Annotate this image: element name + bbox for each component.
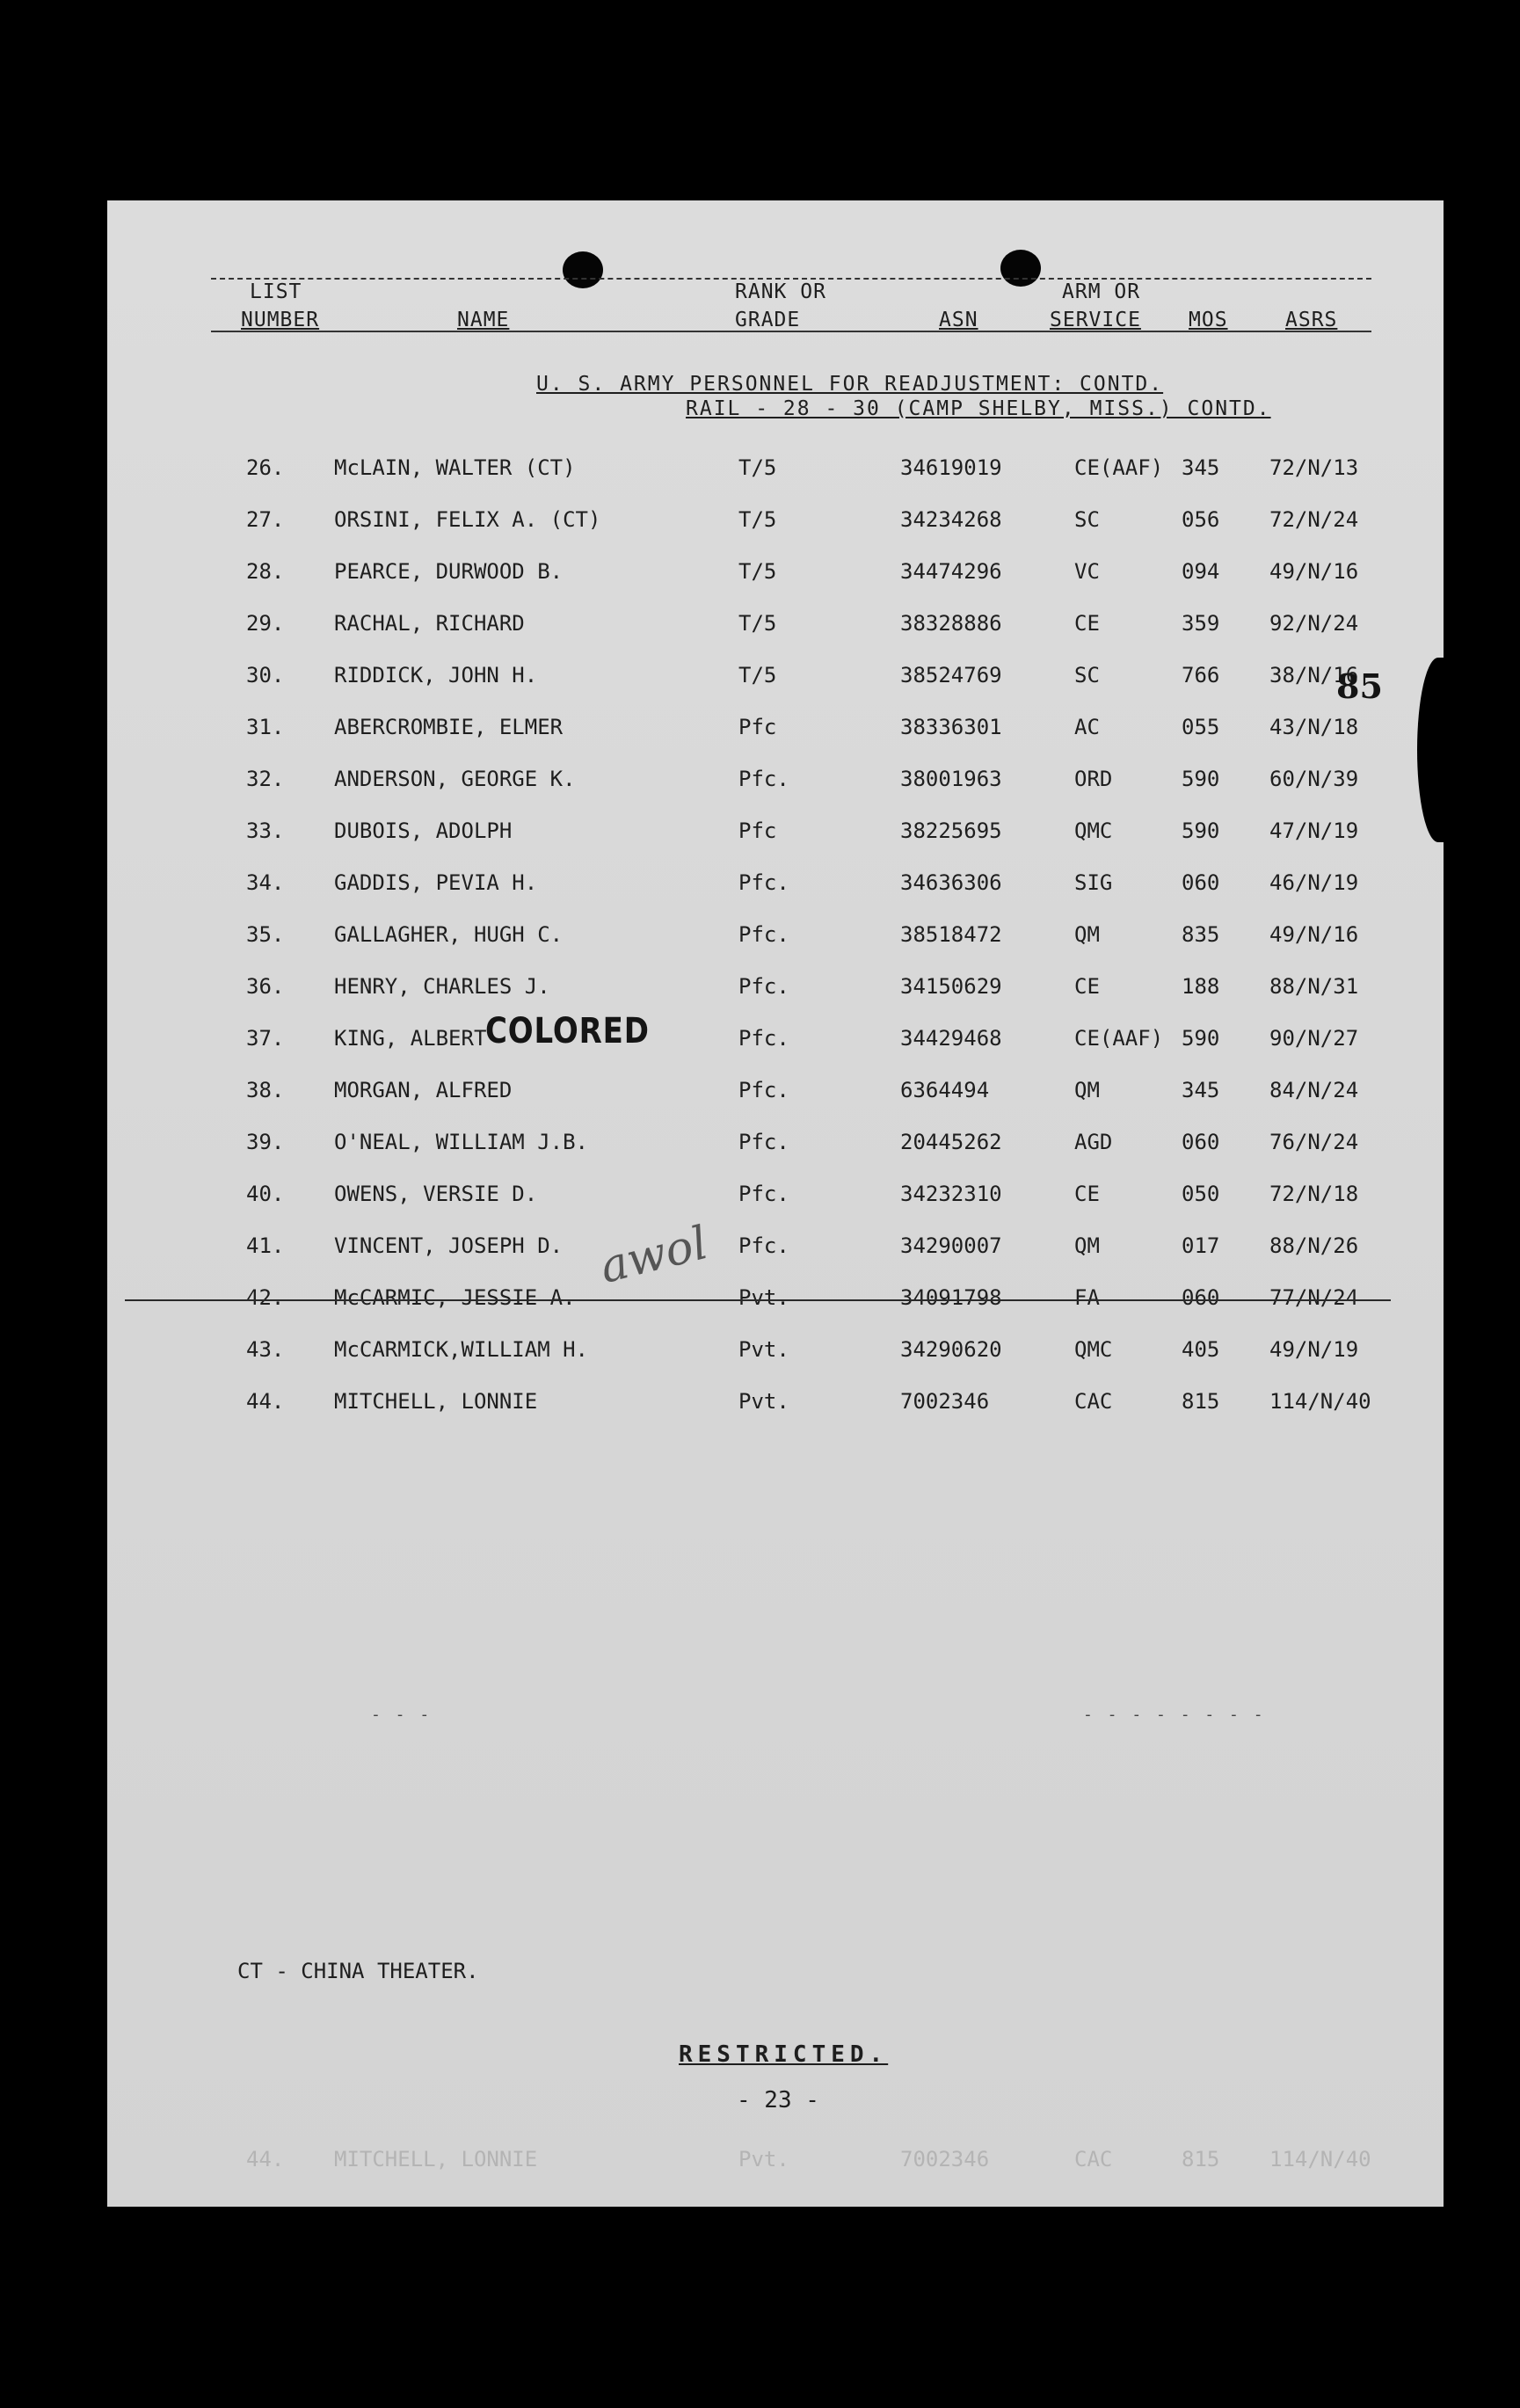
header-list-number-line1: LIST [250, 280, 302, 303]
table-row [107, 1337, 1444, 1372]
row-name: KING, ALBERT [334, 1026, 487, 1051]
row-arm: AGD [1074, 1130, 1113, 1154]
row-number: 32. [246, 767, 285, 791]
row-mos: 060 [1182, 1130, 1220, 1154]
row-arm: CE(AAF) [1074, 1026, 1164, 1051]
row-asn: 38001963 [900, 767, 1002, 791]
row-number: 34. [246, 870, 285, 895]
table-row [107, 611, 1444, 646]
row-asrs: 49/N/19 [1269, 1337, 1359, 1362]
ghost-row-asn: 7002346 [900, 2147, 990, 2172]
row-rank: Pfc [738, 715, 777, 739]
row-number: 29. [246, 611, 285, 636]
row-mos: 188 [1182, 974, 1220, 999]
row-name: RIDDICK, JOHN H. [334, 663, 538, 687]
row-number: 28. [246, 559, 285, 584]
row-mos: 060 [1182, 870, 1220, 895]
row-asrs: 84/N/24 [1269, 1078, 1359, 1102]
row-asn: 38336301 [900, 715, 1002, 739]
table-row [107, 1182, 1444, 1217]
table-row [107, 818, 1444, 854]
row-asn: 38524769 [900, 663, 1002, 687]
header-rank [735, 278, 826, 334]
page-stamp-number: 85 [1336, 666, 1383, 706]
row-number: 44. [246, 1389, 285, 1414]
table-row [107, 1026, 1444, 1061]
row-name: McLAIN, WALTER (CT) [334, 455, 576, 480]
table-row [107, 715, 1444, 750]
row-asn: 38518472 [900, 922, 1002, 947]
row-name: DUBOIS, ADOLPH [334, 818, 513, 843]
row-rank: T/5 [738, 663, 777, 687]
row-rank: Pfc. [738, 1233, 789, 1258]
header-arm-line1: ARM OR [1062, 280, 1141, 303]
row-mos: 590 [1182, 767, 1220, 791]
row-name: ABERCROMBIE, ELMER [334, 715, 564, 739]
row-number: 43. [246, 1337, 285, 1362]
row-number: 35. [246, 922, 285, 947]
row-rank: T/5 [738, 611, 777, 636]
table-row [107, 559, 1444, 594]
row-mos: 345 [1182, 455, 1220, 480]
row-asn: 20445262 [900, 1130, 1002, 1154]
row-asn: 34290007 [900, 1233, 1002, 1258]
row-number: 42. [246, 1285, 285, 1310]
row-number: 26. [246, 455, 285, 480]
row-number: 27. [246, 507, 285, 532]
row-name: MITCHELL, LONNIE [334, 1389, 538, 1414]
row-number: 41. [246, 1233, 285, 1258]
row-name: PEARCE, DURWOOD B. [334, 559, 564, 584]
row-mos: 590 [1182, 1026, 1220, 1051]
row-asrs: 38/N/16 [1269, 663, 1359, 687]
row-asn: 34091798 [900, 1285, 1002, 1310]
row-rank: Pfc. [738, 1182, 789, 1206]
row-name: HENRY, CHARLES J. [334, 974, 550, 999]
row-number: 40. [246, 1182, 285, 1206]
row-name: RACHAL, RICHARD [334, 611, 525, 636]
punch-hole-right [1000, 250, 1041, 287]
row-arm: CAC [1074, 1389, 1113, 1414]
row-arm: SC [1074, 663, 1100, 687]
row-number: 39. [246, 1130, 285, 1154]
row-arm: AC [1074, 715, 1100, 739]
header-asn-label: ASN [939, 309, 978, 331]
dash-mark-left: - - - [371, 1706, 433, 1724]
row-asrs: 92/N/24 [1269, 611, 1359, 636]
row-rank: Pfc. [738, 974, 789, 999]
row-rank: Pfc. [738, 870, 789, 895]
row-mos: 055 [1182, 715, 1220, 739]
row-asrs: 60/N/39 [1269, 767, 1359, 791]
table-row-struck [107, 1285, 1444, 1320]
header-asrs-label: ASRS [1285, 309, 1338, 331]
row-mos: 060 [1182, 1285, 1220, 1310]
row-asrs: 88/N/31 [1269, 974, 1359, 999]
ghost-row-rank: Pvt. [738, 2147, 789, 2172]
row-rank: T/5 [738, 559, 777, 584]
row-mos: 056 [1182, 507, 1220, 532]
row-name: McCARMICK,WILLIAM H. [334, 1337, 588, 1362]
subtitle-line2: RAIL - 28 - 30 (CAMP SHELBY, MISS.) CONTD. [686, 397, 1271, 420]
row-arm: SC [1074, 507, 1100, 532]
row-rank: T/5 [738, 455, 777, 480]
row-mos: 835 [1182, 922, 1220, 947]
table-row [107, 922, 1444, 957]
header-arm [1050, 278, 1141, 334]
ghost-row [107, 2147, 1444, 2182]
row-arm: VC [1074, 559, 1100, 584]
table-row [107, 455, 1444, 491]
row-arm: QMC [1074, 818, 1113, 843]
dash-mark-right: - - - - - - - - [1083, 1706, 1266, 1724]
row-name: GALLAGHER, HUGH C. [334, 922, 564, 947]
ghost-row-number: 44. [246, 2147, 285, 2172]
row-number: 33. [246, 818, 285, 843]
row-arm: CE [1074, 611, 1100, 636]
table-row [107, 1233, 1444, 1269]
header-rank-line1: RANK OR [735, 280, 826, 303]
row-asrs: 43/N/18 [1269, 715, 1359, 739]
row-name: ORSINI, FELIX A. (CT) [334, 507, 601, 532]
table-row [107, 767, 1444, 802]
row-name: O'NEAL, WILLIAM J.B. [334, 1130, 588, 1154]
handwritten-note: awol [594, 1216, 713, 1295]
row-mos: 405 [1182, 1337, 1220, 1362]
ghost-row-asrs: 114/N/40 [1269, 2147, 1371, 2172]
row-rank: Pvt. [738, 1337, 789, 1362]
row-asrs: 88/N/26 [1269, 1233, 1359, 1258]
table-row [107, 870, 1444, 906]
header-bottom-rule [211, 331, 1371, 332]
row-asn: 34636306 [900, 870, 1002, 895]
row-mos: 017 [1182, 1233, 1220, 1258]
row-number: 31. [246, 715, 285, 739]
page-number: - 23 - [737, 2087, 819, 2113]
row-asrs: 72/N/13 [1269, 455, 1359, 480]
row-asn: 34290620 [900, 1337, 1002, 1362]
row-arm: QM [1074, 922, 1100, 947]
row-asn: 34619019 [900, 455, 1002, 480]
row-arm: QMC [1074, 1337, 1113, 1362]
row-asrs: 76/N/24 [1269, 1130, 1359, 1154]
table-row [107, 1078, 1444, 1113]
row-number: 37. [246, 1026, 285, 1051]
row-asn: 7002346 [900, 1389, 990, 1414]
row-asn: 38328886 [900, 611, 1002, 636]
row-asn: 34232310 [900, 1182, 1002, 1206]
punch-hole-left [563, 251, 603, 288]
header-rank-line2: GRADE [735, 309, 801, 331]
row-name: VINCENT, JOSEPH D. [334, 1233, 564, 1258]
row-arm: QM [1074, 1233, 1100, 1258]
row-name: MORGAN, ALFRED [334, 1078, 513, 1102]
table-row [107, 507, 1444, 542]
header-mos-label: MOS [1189, 309, 1228, 331]
row-asn: 6364494 [900, 1078, 990, 1102]
row-rank: Pvt. [738, 1389, 789, 1414]
row-arm: SIG [1074, 870, 1113, 895]
row-mos: 815 [1182, 1389, 1220, 1414]
header-list-number-line2: NUMBER [241, 309, 320, 331]
row-rank: Pfc. [738, 1026, 789, 1051]
header-list-number [241, 278, 319, 334]
table-row [107, 1130, 1444, 1165]
row-arm: FA [1074, 1285, 1100, 1310]
row-asrs: 49/N/16 [1269, 922, 1359, 947]
row-asrs: 114/N/40 [1269, 1389, 1371, 1414]
row-mos: 766 [1182, 663, 1220, 687]
ghost-row-name: MITCHELL, LONNIE [334, 2147, 538, 2172]
row-arm: QM [1074, 1078, 1100, 1102]
row-asn: 34429468 [900, 1026, 1002, 1051]
row-asn: 34150629 [900, 974, 1002, 999]
ghost-row-arm: CAC [1074, 2147, 1113, 2172]
table-row [107, 974, 1444, 1009]
header-arm-line2: SERVICE [1050, 309, 1141, 331]
row-name: OWENS, VERSIE D. [334, 1182, 538, 1206]
footnote: CT - CHINA THEATER. [237, 1959, 479, 1983]
classification-marking: RESTRICTED. [679, 2041, 889, 2068]
row-rank: Pfc. [738, 767, 789, 791]
row-arm: CE [1074, 974, 1100, 999]
row-asrs: 46/N/19 [1269, 870, 1359, 895]
row-arm: CE(AAF) [1074, 455, 1164, 480]
row-name: McCARMIC, JESSIE A. [334, 1285, 576, 1310]
row-asrs: 47/N/19 [1269, 818, 1359, 843]
row-asrs: 72/N/24 [1269, 507, 1359, 532]
row-asn: 34474296 [900, 559, 1002, 584]
ghost-row-mos: 815 [1182, 2147, 1220, 2172]
row-rank: T/5 [738, 507, 777, 532]
row-mos: 094 [1182, 559, 1220, 584]
row-rank: Pfc. [738, 1130, 789, 1154]
row-mos: 359 [1182, 611, 1220, 636]
row-asrs: 90/N/27 [1269, 1026, 1359, 1051]
row-number: 30. [246, 663, 285, 687]
colored-stamp: COLORED [485, 1011, 650, 1051]
row-mos: 345 [1182, 1078, 1220, 1102]
row-asrs: 77/N/24 [1269, 1285, 1359, 1310]
row-number: 36. [246, 974, 285, 999]
row-asn: 34234268 [900, 507, 1002, 532]
row-rank: Pfc [738, 818, 777, 843]
document-page [107, 200, 1444, 2207]
row-asrs: 72/N/18 [1269, 1182, 1359, 1206]
table-row [107, 663, 1444, 698]
header-name-label: NAME [457, 309, 510, 331]
row-asrs: 49/N/16 [1269, 559, 1359, 584]
row-mos: 590 [1182, 818, 1220, 843]
row-mos: 050 [1182, 1182, 1220, 1206]
row-arm: CE [1074, 1182, 1100, 1206]
row-rank: Pfc. [738, 1078, 789, 1102]
strikethrough-line [125, 1299, 1391, 1301]
table-row [107, 1389, 1444, 1424]
row-asn: 38225695 [900, 818, 1002, 843]
subtitle-line1: U. S. ARMY PERSONNEL FOR READJUSTMENT: CONTD. [536, 373, 1164, 396]
row-rank: Pvt. [738, 1285, 789, 1310]
row-arm: ORD [1074, 767, 1113, 791]
row-name: ANDERSON, GEORGE K. [334, 767, 576, 791]
row-name: GADDIS, PEVIA H. [334, 870, 538, 895]
row-rank: Pfc. [738, 922, 789, 947]
row-number: 38. [246, 1078, 285, 1102]
